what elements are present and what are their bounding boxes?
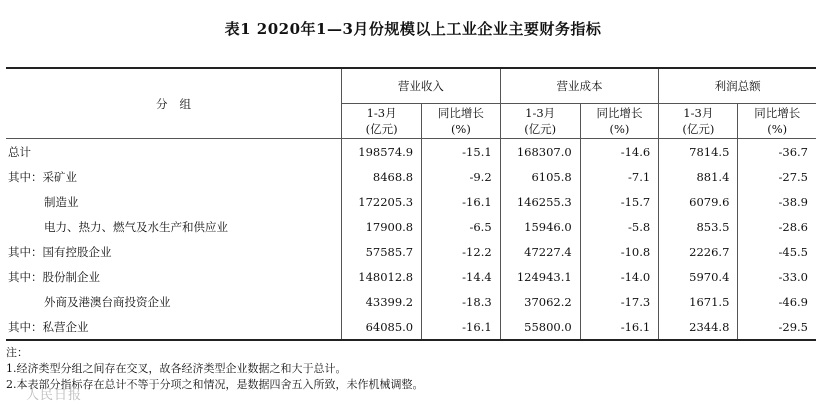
sub-header-value: 1-3月 (亿元) [500,104,580,139]
cell-profit: 2226.7 [659,239,738,264]
cell-revenue-growth: -6.5 [422,214,501,239]
cell-profit: 881.4 [659,164,738,189]
cell-revenue-growth: -16.1 [422,189,501,214]
cell-profit-growth: -33.0 [738,264,816,289]
cell-cost: 124943.1 [500,264,580,289]
sub-header-growth: 同比增长 (%) [422,104,501,139]
cell-revenue: 43399.2 [342,289,422,314]
row-label: 外商及港澳台商投资企业 [44,294,171,309]
cell-cost-growth: -15.7 [580,189,659,214]
table-row [6,189,816,214]
financial-indicators-table [6,67,816,341]
cell-cost: 55800.0 [500,314,580,340]
cell-cost-growth: -14.0 [580,264,659,289]
col-group-revenue: 营业收入 [342,68,501,104]
sub-header-growth: 同比增长 (%) [738,104,816,139]
row-label: 其中：国有控股企业 [8,244,112,259]
note-line: 2.本表部分指标存在总计不等于分项之和情况，是数据四舍五入所致，未作机械调整。 [6,378,424,391]
sub-header-value: 1-3月 (亿元) [659,104,738,139]
cell-cost-growth: -17.3 [580,289,659,314]
cell-profit-growth: -38.9 [738,189,816,214]
col-group-profit: 利润总额 [659,68,816,104]
cell-revenue-growth: -16.1 [422,314,501,340]
cell-revenue-growth: -15.1 [422,139,501,165]
cell-profit-growth: -45.5 [738,239,816,264]
cell-profit-growth: -27.5 [738,164,816,189]
cell-revenue-growth: -14.4 [422,264,501,289]
cell-profit-growth: -29.5 [738,314,816,340]
cell-profit: 7814.5 [659,139,738,165]
sub-header-value: 1-3月 (亿元) [342,104,422,139]
cell-cost-growth: -16.1 [580,314,659,340]
cell-profit: 2344.8 [659,314,738,340]
table-row [6,164,816,189]
cell-revenue-growth: -12.2 [422,239,501,264]
cell-cost-growth: -5.8 [580,214,659,239]
cell-revenue: 172205.3 [342,189,422,214]
cell-cost: 146255.3 [500,189,580,214]
table-row [6,289,816,314]
cell-cost-growth: -10.8 [580,239,659,264]
cell-revenue: 17900.8 [342,214,422,239]
cell-cost: 47227.4 [500,239,580,264]
row-label: 其中：股份制企业 [8,269,100,284]
table-row [6,139,816,165]
cell-revenue: 198574.9 [342,139,422,165]
notes-heading: 注： [6,346,28,359]
table-row [6,314,816,340]
cell-revenue: 148012.8 [342,264,422,289]
row-label: 其中：私营企业 [6,314,342,340]
cell-cost: 37062.2 [500,289,580,314]
cell-cost-growth: -7.1 [580,164,659,189]
group-column-header: 分组 [6,68,342,139]
cell-profit: 853.5 [659,214,738,239]
row-label: 电力、热力、燃气及水生产和供应业 [44,219,228,234]
row-label: 制造业 [44,194,79,209]
watermark: 人民日报 [26,388,83,403]
cell-profit-growth: -36.7 [738,139,816,165]
cell-cost-growth: -14.6 [580,139,659,165]
note-line: 1.经济类型分组之间存在交叉，故各经济类型企业数据之和大于总计。 [6,362,347,375]
table-row [6,264,816,289]
table-row [6,239,816,264]
cell-profit: 1671.5 [659,289,738,314]
row-label: 其中：采矿业 [8,169,77,184]
cell-cost: 6105.8 [500,164,580,189]
cell-profit-growth: -46.9 [738,289,816,314]
row-label: 总计 [8,144,31,159]
cell-cost: 168307.0 [500,139,580,165]
header-row-groups [6,68,816,104]
cell-profit: 6079.6 [659,189,738,214]
cell-revenue: 64085.0 [342,314,422,340]
cell-revenue: 57585.7 [342,239,422,264]
cell-revenue: 8468.8 [342,164,422,189]
table-row [6,214,816,239]
sub-header-growth: 同比增长 (%) [580,104,659,139]
cell-revenue-growth: -9.2 [422,164,501,189]
col-group-cost: 营业成本 [500,68,659,104]
table-title: 表1 2020年1—3月份规模以上工业企业主要财务指标 [224,20,602,38]
cell-revenue-growth: -18.3 [422,289,501,314]
cell-profit: 5970.4 [659,264,738,289]
cell-profit-growth: -28.6 [738,214,816,239]
cell-cost: 15946.0 [500,214,580,239]
